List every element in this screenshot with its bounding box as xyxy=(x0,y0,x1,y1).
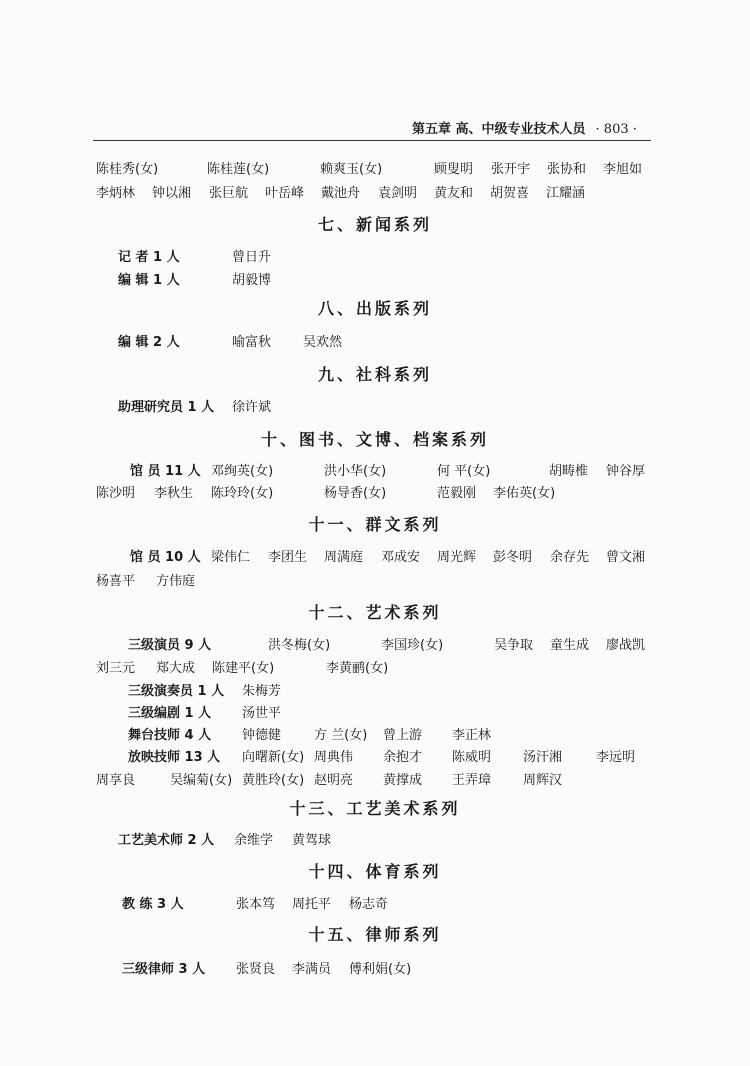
section-heading: 十一、群文系列 xyxy=(308,515,442,534)
name: 李国珍(女) xyxy=(381,638,444,653)
section-heading: 十五、律师系列 xyxy=(308,925,442,944)
category-label: 馆 员 10 人 xyxy=(130,550,201,565)
name: 王弄璋 xyxy=(452,773,492,788)
name: 郑大成 xyxy=(156,661,196,676)
section-heading: 十三、工艺美术系列 xyxy=(289,799,461,818)
name: 童生成 xyxy=(550,638,590,653)
category-label: 舞台技师 4 人 xyxy=(128,728,212,743)
section-heading: 十二、艺术系列 xyxy=(308,603,442,622)
name: 彭冬明 xyxy=(493,550,533,565)
name: 周辉汉 xyxy=(523,773,563,788)
name: 李黄鹂(女) xyxy=(326,661,389,676)
name: 顾叟明 xyxy=(434,162,474,177)
name: 朱梅芳 xyxy=(242,684,282,699)
category-label: 三级律师 3 人 xyxy=(122,962,206,977)
name: 邓绚英(女) xyxy=(211,464,274,479)
name: 李正林 xyxy=(452,728,492,743)
name: 洪小华(女) xyxy=(324,464,387,479)
name: 方伟庭 xyxy=(156,574,196,589)
name: 钟德健 xyxy=(242,728,282,743)
name: 李团生 xyxy=(268,550,308,565)
name: 刘三元 xyxy=(96,661,136,676)
name: 邓成安 xyxy=(381,550,421,565)
name: 钟谷厚 xyxy=(606,464,646,479)
category-label: 编 辑 2 人 xyxy=(118,335,180,350)
category-label: 工艺美术师 2 人 xyxy=(118,833,215,848)
category-label: 编 辑 1 人 xyxy=(118,273,180,288)
name: 黄友和 xyxy=(434,186,474,201)
name: 张本笃 xyxy=(236,897,276,912)
section-heading: 九、社科系列 xyxy=(317,365,432,384)
category-label: 助理研究员 1 人 xyxy=(118,400,215,415)
name: 李炳林 xyxy=(96,186,136,201)
name: 余存先 xyxy=(550,550,590,565)
name: 傅利娟(女) xyxy=(349,962,412,977)
name: 余抱才 xyxy=(383,750,423,765)
name: 张协和 xyxy=(547,162,587,177)
name: 曾日升 xyxy=(232,250,272,265)
name: 陈桂莲(女) xyxy=(207,162,270,177)
name: 叶岳峰 xyxy=(265,186,305,201)
name: 陈玲玲(女) xyxy=(211,486,274,501)
name: 赖爽玉(女) xyxy=(320,162,383,177)
name: 李旭如 xyxy=(603,162,643,177)
section-heading: 八、出版系列 xyxy=(317,299,432,318)
header-rule xyxy=(93,140,651,141)
name: 余维学 xyxy=(234,833,274,848)
name: 胡贺喜 xyxy=(490,186,530,201)
name: 陈桂秀(女) xyxy=(96,162,159,177)
name: 杨志奇 xyxy=(349,897,389,912)
name: 汤世平 xyxy=(242,706,282,721)
name: 梁伟仁 xyxy=(211,550,251,565)
name: 何 平(女) xyxy=(437,464,491,479)
name: 张巨航 xyxy=(209,186,249,201)
name: 吴欢然 xyxy=(303,335,343,350)
name: 黄胜玲(女) xyxy=(242,773,305,788)
name: 方 兰(女) xyxy=(314,728,368,743)
name: 周满庭 xyxy=(324,550,364,565)
running-header xyxy=(412,118,637,137)
name: 洪冬梅(女) xyxy=(268,638,331,653)
chapter-title: 第五章 高、中级专业技术人员 xyxy=(412,122,586,137)
name: 赵明亮 xyxy=(314,773,354,788)
name: 张贤良 xyxy=(236,962,276,977)
name: 胡毅博 xyxy=(232,273,272,288)
name: 袁剑明 xyxy=(378,186,418,201)
name: 廖战凯 xyxy=(606,638,646,653)
name: 曾上游 xyxy=(383,728,423,743)
name: 吴争取 xyxy=(494,638,534,653)
category-label: 馆 员 11 人 xyxy=(130,464,201,479)
name: 李满员 xyxy=(292,962,332,977)
name: 周托平 xyxy=(292,897,332,912)
name: 汤汗湘 xyxy=(523,750,563,765)
name: 黄驾球 xyxy=(292,833,332,848)
name: 黄撑成 xyxy=(383,773,423,788)
category-label: 三级编剧 1 人 xyxy=(128,706,212,721)
name: 周享良 xyxy=(96,773,136,788)
name: 张开宇 xyxy=(491,162,531,177)
page-number: · 803 · xyxy=(595,122,637,137)
category-label: 三级演奏员 1 人 xyxy=(128,684,225,699)
name: 杨喜平 xyxy=(96,574,136,589)
name: 胡畴椎 xyxy=(549,464,589,479)
name: 周光辉 xyxy=(437,550,477,565)
section-heading: 十、图书、文博、档案系列 xyxy=(260,430,489,449)
name: 陈建平(女) xyxy=(212,661,275,676)
category-label: 教 练 3 人 xyxy=(122,897,184,912)
name: 杨导香(女) xyxy=(324,486,387,501)
name: 李秋生 xyxy=(154,486,194,501)
name: 范毅刚 xyxy=(437,486,477,501)
name: 李佑英(女) xyxy=(493,486,556,501)
name: 向曙新(女) xyxy=(242,750,305,765)
section-heading: 七、新闻系列 xyxy=(317,215,432,234)
name: 钟以湘 xyxy=(152,186,192,201)
name: 曾文湘 xyxy=(606,550,646,565)
name: 徐许斌 xyxy=(232,400,272,415)
section-heading: 十四、体育系列 xyxy=(308,862,442,881)
name: 周典伟 xyxy=(314,750,354,765)
name: 江耀涵 xyxy=(546,186,586,201)
name: 陈沙明 xyxy=(96,486,136,501)
category-label: 三级演员 9 人 xyxy=(128,638,212,653)
name: 陈威明 xyxy=(452,750,492,765)
name: 李远明 xyxy=(596,750,636,765)
name: 喻富秋 xyxy=(232,335,272,350)
name: 戴池舟 xyxy=(321,186,361,201)
category-label: 放映技师 13 人 xyxy=(128,750,221,765)
category-label: 记 者 1 人 xyxy=(118,250,180,265)
name: 吴编菊(女) xyxy=(170,773,233,788)
